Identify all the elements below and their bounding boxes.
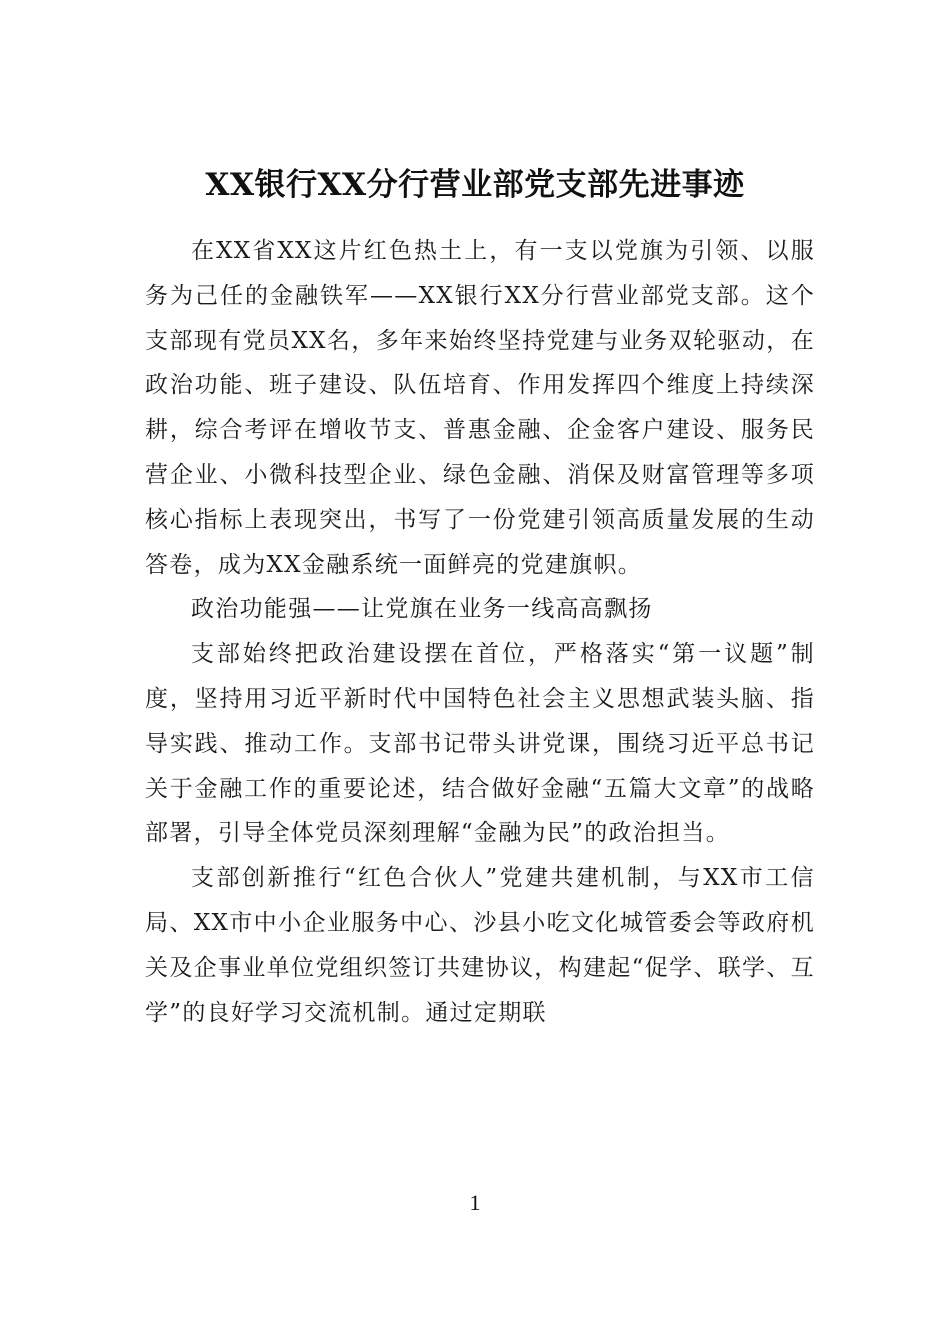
body-paragraph: 支部始终把政治建设摆在首位，严格落实“第一议题”制度，坚持用习近平新时代中国特色社会主义思想武装头脑、指导实践、推动工作。支部书记带头讲党课，围绕习近平总书记关于金融工作的重要论述，结合做好金融“五篇大文章”的战略部署，引导全体党员深刻理解“金融为民”的政治担当。 (145, 641, 815, 847)
page-number: 1 (469, 1190, 481, 1215)
intro-paragraph: 在XX省XX这片红色热土上，有一支以党旗为引领、以服务为己任的金融铁军——XX银行XX分行营业部党支部。这个支部现有党员XX名，多年来始终坚持党建与业务双轮驱动，在政治功能、班子建设、队伍培育、作用发挥四个维度上持续深耕，综合考评在增收节支、普惠金融、企金客户建设、服务民营企业、小微科技型企业、绿色金融、消保及财富管理等多项核心指标上表现突出，书写了一份党建引领高质量发展的生动答卷，成为XX金融系统一面鲜亮的党建旗帜。 (145, 238, 815, 578)
document-body (145, 229, 815, 1035)
section-heading: 政治功能强——让党旗在业务一线高高飘扬 (191, 596, 653, 623)
document-title: XX银行XX分行营业部党支部先进事迹 (205, 167, 745, 203)
body-paragraph: 支部创新推行“红色合伙人”党建共建机制，与XX市工信局、XX市中小企业服务中心、沙县小吃文化城管委会等政府机关及企事业单位党组织签订共建协议，构建起“促学、联学、互学”的良好学习交流机制。通过定期联 (145, 865, 815, 1026)
